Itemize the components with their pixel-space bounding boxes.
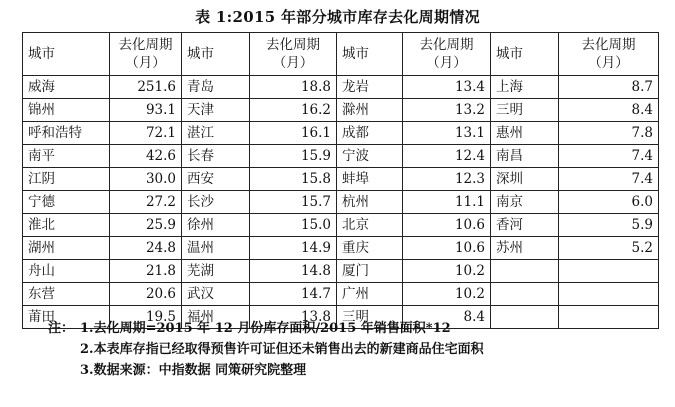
city-cell: 南平 [23,145,110,168]
table-row [23,191,659,214]
notes [48,318,484,381]
period-cell: 12.4 [403,145,491,168]
city-cell: 湖州 [23,237,110,260]
city-cell: 芜湖 [182,260,250,283]
city-cell: 上海 [491,76,559,99]
header-period-label: 去化周期 [419,37,474,53]
city-cell [491,260,559,283]
period-cell: 21.8 [110,260,182,283]
city-cell: 苏州 [491,237,559,260]
city-cell: 东营 [23,283,110,306]
period-cell: 14.8 [250,260,337,283]
period-cell: 8.7 [559,76,659,99]
table-row [23,237,659,260]
table-row [23,168,659,191]
period-cell: 24.8 [110,237,182,260]
period-cell: 251.6 [110,76,182,99]
period-cell [559,260,659,283]
city-cell: 威海 [23,76,110,99]
city-cell: 温州 [182,237,250,260]
period-cell: 10.2 [403,283,491,306]
header-period-unit: （月） [125,55,166,71]
header-period-unit: （月） [426,55,467,71]
city-cell: 广州 [337,283,403,306]
city-cell: 南昌 [491,145,559,168]
city-cell: 莆田 [23,306,110,329]
city-cell [491,306,559,329]
table-row [23,260,659,283]
header-period-label: 去化周期 [266,37,320,53]
header-period [110,33,182,76]
period-cell: 15.8 [250,168,337,191]
period-cell: 14.9 [250,237,337,260]
period-cell: 30.0 [110,168,182,191]
period-cell: 13.2 [403,99,491,122]
header-period [403,33,491,76]
city-cell: 蚌埠 [337,168,403,191]
period-cell: 15.7 [250,191,337,214]
city-cell: 龙岩 [337,76,403,99]
note-1: 注： 1.去化周期=2015 年 12 月份库存面积/2015 年销售面积*12 [48,318,484,339]
city-cell: 三明 [337,306,403,329]
period-cell: 25.9 [110,214,182,237]
city-cell: 宁波 [337,145,403,168]
city-cell: 湛江 [182,122,250,145]
city-cell: 呼和浩特 [23,122,110,145]
header-period [559,33,659,76]
header-period-label: 去化周期 [118,37,173,53]
period-cell: 15.0 [250,214,337,237]
city-cell: 长春 [182,145,250,168]
period-cell: 16.1 [250,122,337,145]
city-cell [491,283,559,306]
city-cell: 深圳 [491,168,559,191]
city-cell: 重庆 [337,237,403,260]
period-cell: 27.2 [110,191,182,214]
period-cell: 19.5 [110,306,182,329]
period-cell: 6.0 [559,191,659,214]
table-row [23,145,659,168]
period-cell: 7.4 [559,168,659,191]
period-cell [559,306,659,329]
note-3: 3.数据来源：中指数据 同策研究院整理 [80,363,307,378]
header-city: 城市 [491,33,559,76]
city-cell: 长沙 [182,191,250,214]
period-cell: 42.6 [110,145,182,168]
inventory-table [22,32,659,329]
period-cell: 7.8 [559,122,659,145]
period-cell [559,283,659,306]
period-cell: 10.6 [403,237,491,260]
city-cell: 滁州 [337,99,403,122]
period-cell: 8.4 [403,306,491,329]
period-cell: 11.1 [403,191,491,214]
city-cell: 天津 [182,99,250,122]
header-period-label: 去化周期 [581,37,636,53]
table-row [23,122,659,145]
city-cell: 徐州 [182,214,250,237]
city-cell: 锦州 [23,99,110,122]
period-cell: 13.1 [403,122,491,145]
period-cell: 12.3 [403,168,491,191]
city-cell: 南京 [491,191,559,214]
city-cell: 惠州 [491,122,559,145]
city-cell: 杭州 [337,191,403,214]
note-2: 2.本表库存指已经取得预售许可证但还未销售出去的新建商品住宅面积 [80,342,484,357]
period-cell: 13.4 [403,76,491,99]
period-cell: 93.1 [110,99,182,122]
city-cell: 北京 [337,214,403,237]
period-cell: 18.8 [250,76,337,99]
city-cell: 香河 [491,214,559,237]
table-row [23,283,659,306]
header-period-unit: （月） [272,55,314,71]
period-cell: 16.2 [250,99,337,122]
table-row [23,99,659,122]
header-city: 城市 [23,33,110,76]
city-cell: 福州 [182,306,250,329]
city-cell: 厦门 [337,260,403,283]
city-cell: 舟山 [23,260,110,283]
period-cell: 72.1 [110,122,182,145]
period-cell: 15.9 [250,145,337,168]
period-cell: 13.8 [250,306,337,329]
header-period-unit: （月） [588,55,629,71]
period-cell: 5.2 [559,237,659,260]
header-period [250,33,337,76]
city-cell: 淮北 [23,214,110,237]
period-cell: 20.6 [110,283,182,306]
city-cell: 成都 [337,122,403,145]
period-cell: 8.4 [559,99,659,122]
note-lead: 注： [48,321,75,336]
period-cell: 7.4 [559,145,659,168]
city-cell: 三明 [491,99,559,122]
city-cell: 江阴 [23,168,110,191]
city-cell: 宁德 [23,191,110,214]
period-cell: 5.9 [559,214,659,237]
period-cell: 10.6 [403,214,491,237]
table-row [23,214,659,237]
city-cell: 青岛 [182,76,250,99]
header-row [23,33,659,76]
table-title: 表 1:2015 年部分城市库存去化周期情况 [195,8,480,26]
header-city: 城市 [182,33,250,76]
city-cell: 西安 [182,168,250,191]
city-cell: 武汉 [182,283,250,306]
table-row [23,76,659,99]
header-city: 城市 [337,33,403,76]
period-cell: 14.7 [250,283,337,306]
period-cell: 10.2 [403,260,491,283]
